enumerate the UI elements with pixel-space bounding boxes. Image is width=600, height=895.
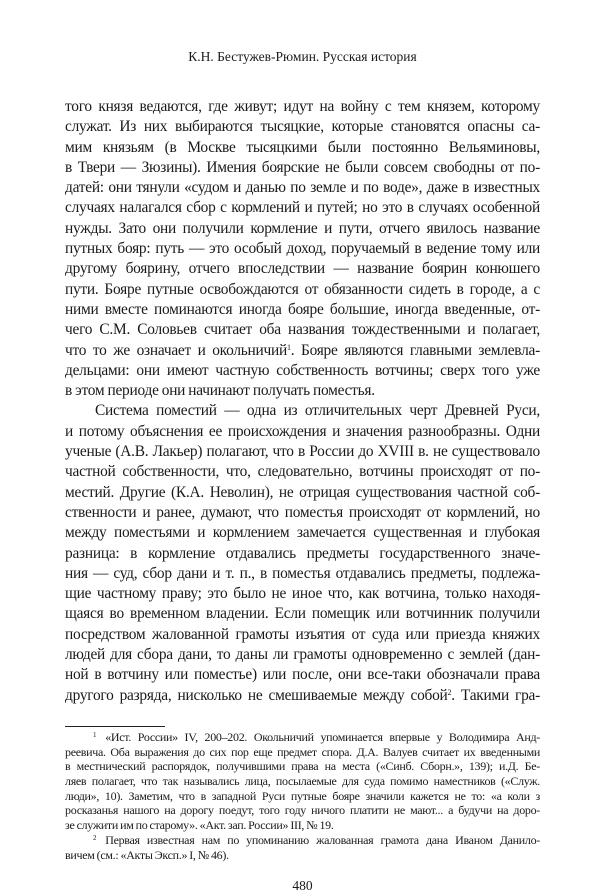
text-line (65, 198, 540, 218)
footnote-text: реевича. Оба выражения до сих пор еще предмет спора. Д.А. Валуев считает их введенными (65, 744, 540, 759)
text-line (65, 259, 540, 279)
line-text: местий. Другие (К.А. Неволин), не отрицая существования частной соб- (65, 483, 540, 501)
footnote-line (65, 848, 540, 863)
footnote-line (65, 833, 540, 848)
text-line (65, 462, 540, 482)
text-line (65, 381, 540, 401)
line-text: в Твери — Зюзины). Имения боярские не были совсем свободны от по- (65, 158, 540, 176)
line-text: ственности и ранее, думают, что поместья происходят от кормлений, но (65, 503, 540, 521)
line-text: в этом периоде они начинают получать поместья. (65, 382, 375, 400)
text-line (65, 341, 540, 361)
text-line (65, 300, 540, 320)
footnote-ref: 1 (287, 342, 291, 352)
line-text: щаяся во временном владении. Если помещик или вотчинник получили (65, 605, 540, 623)
text-line (65, 97, 540, 117)
line-text: между поместьями и кормлением замечается существенная и глубокая (65, 524, 540, 542)
footnote-line (65, 759, 540, 774)
footnote-text: люди», 10). Заметим, что в западной Руси путные бояре значили кажется не то: «а коли з (65, 788, 540, 803)
text-line (65, 280, 540, 300)
footnote-text: ляев полагает, что так назывались лица, посылаемые для суда помимо наместников («Служ. (65, 774, 540, 789)
footnote-line (65, 745, 540, 760)
line-text: ной в вотчину или поместье) или после, они все-таки обозначали права (65, 666, 540, 684)
text-line (65, 158, 540, 178)
main-text (65, 97, 540, 706)
line-text: служат. Из них выбираются тысяцкие, которые становятся опасны са- (65, 118, 540, 136)
footnote-number: 1 (93, 730, 97, 739)
line-text: путных бояр: путь — это особый доход, поручаемый в ведение тому или (65, 240, 540, 258)
footnote-text: в местнический распорядок, получившими права на места («Синб. Сборн.», 139); и.Д. Бе- (65, 759, 540, 774)
footnote-number: 2 (93, 833, 97, 842)
text-line (65, 686, 540, 706)
running-header: К.Н. Бестужев-Рюмин. Русская история (188, 49, 417, 64)
text-line (65, 442, 540, 462)
line-text: щие частному праву; это было не иное что, как вотчина, только находя- (65, 585, 540, 603)
text-line (65, 544, 540, 564)
line-text: частной собственности, что, следовательно, вотчины происходят от по- (65, 463, 540, 481)
text-line (65, 645, 540, 665)
footnote-ref: 2 (447, 687, 452, 697)
line-text: посредством жалованной грамоты изъятия от суда или приезда княжих (65, 625, 540, 643)
line-text: случаях налагался сбор с кормлений и путей; но это в случаях особенной (65, 199, 540, 217)
page-number: 480 (292, 878, 313, 894)
line-text: мим князьям (в Москве тысяцкими были постоянно Вельяминовы, (65, 138, 540, 156)
line-text: разница: в кормление отдавались предметы государственного значе- (65, 544, 540, 562)
footnote-text: «Ист. России» IV, 200–202. Окольничий упоминается впервые у Володимира Анд- (105, 729, 540, 744)
line-text: ученые (А.В. Лакьер) полагают, что в России до XVIII в. не существовало (65, 443, 540, 461)
text-line (65, 320, 540, 340)
line-text: датей: они тянули «судом и данью по земле и по воде», даже в известных (65, 179, 540, 197)
text-line (65, 219, 540, 239)
text-line (65, 178, 540, 198)
text-line (65, 625, 540, 645)
footnote-line (65, 789, 540, 804)
text-line (65, 117, 540, 137)
text-line (65, 604, 540, 624)
line-text: нужды. Зато они получили кормление и пути, отчего явилось название (65, 219, 540, 237)
text-line (65, 138, 540, 158)
line-text: . Такими гра- (451, 686, 540, 704)
text-line (65, 665, 540, 685)
footnote-line (65, 803, 540, 818)
text-line (65, 523, 540, 543)
footnote-divider (65, 726, 165, 727)
footnote-text: Первая известная нам по упоминанию жалованная грамота дана Иваном Данило- (105, 832, 540, 847)
line-text: дельцами: они имеют частную собственность вотчины; сверх того уже (65, 361, 540, 379)
line-text: другого разряда, нисколько не смешиваемые между собой (65, 686, 448, 704)
text-line (65, 361, 540, 381)
footnote-text: зе служити им по старому». «Акт. зап. России» III, № 19. (65, 818, 334, 833)
footnote-text: вичем (см.: «Акты Эксп.» I, № 46). (65, 847, 229, 862)
footnote-line (65, 818, 540, 833)
line-text: чего С.М. Соловьев считает оба названия тождественными и полагает, (65, 321, 540, 339)
line-text: и потому объяснения ее происхождения и значения разнообразны. Одни (65, 422, 540, 440)
text-line (65, 422, 540, 442)
line-text: Система поместий — одна из отличительных черт Древней Руси, (95, 402, 540, 420)
line-text: пути. Бояре путные освобождаются от обязанности сидеть в городе, а с (65, 280, 540, 298)
text-line (65, 483, 540, 503)
line-text: людей для сбора дани, то даны ли грамоты одновременно с землей (дан- (65, 646, 540, 664)
line-text: ния — суд, сбор дани и т. п., в поместья отдавались предметы, подлежа- (65, 564, 540, 582)
line-text: другому боярину, отчего впоследствии — название боярин конюшего (65, 260, 540, 278)
text-line (65, 401, 540, 421)
text-line (65, 584, 540, 604)
footnotes (65, 730, 540, 862)
footnote-line (65, 774, 540, 789)
text-line (65, 564, 540, 584)
text-line (65, 239, 540, 259)
footnote-line (65, 730, 540, 745)
line-text: того князя ведаются, где живут; идут на войну с тем князем, которому (65, 98, 540, 115)
line-text: что то же означает и окольничий (65, 341, 287, 359)
footnote-text: росказанья нашого на дорогу поедут, того году ничого платити не мают... а будучи на доро- (65, 803, 540, 818)
text-line (65, 503, 540, 523)
line-text: ними вместе поминаются иногда бояре большие, иногда введенные, от- (65, 300, 540, 318)
line-text: . Бояре являются главными землевла- (290, 341, 540, 359)
